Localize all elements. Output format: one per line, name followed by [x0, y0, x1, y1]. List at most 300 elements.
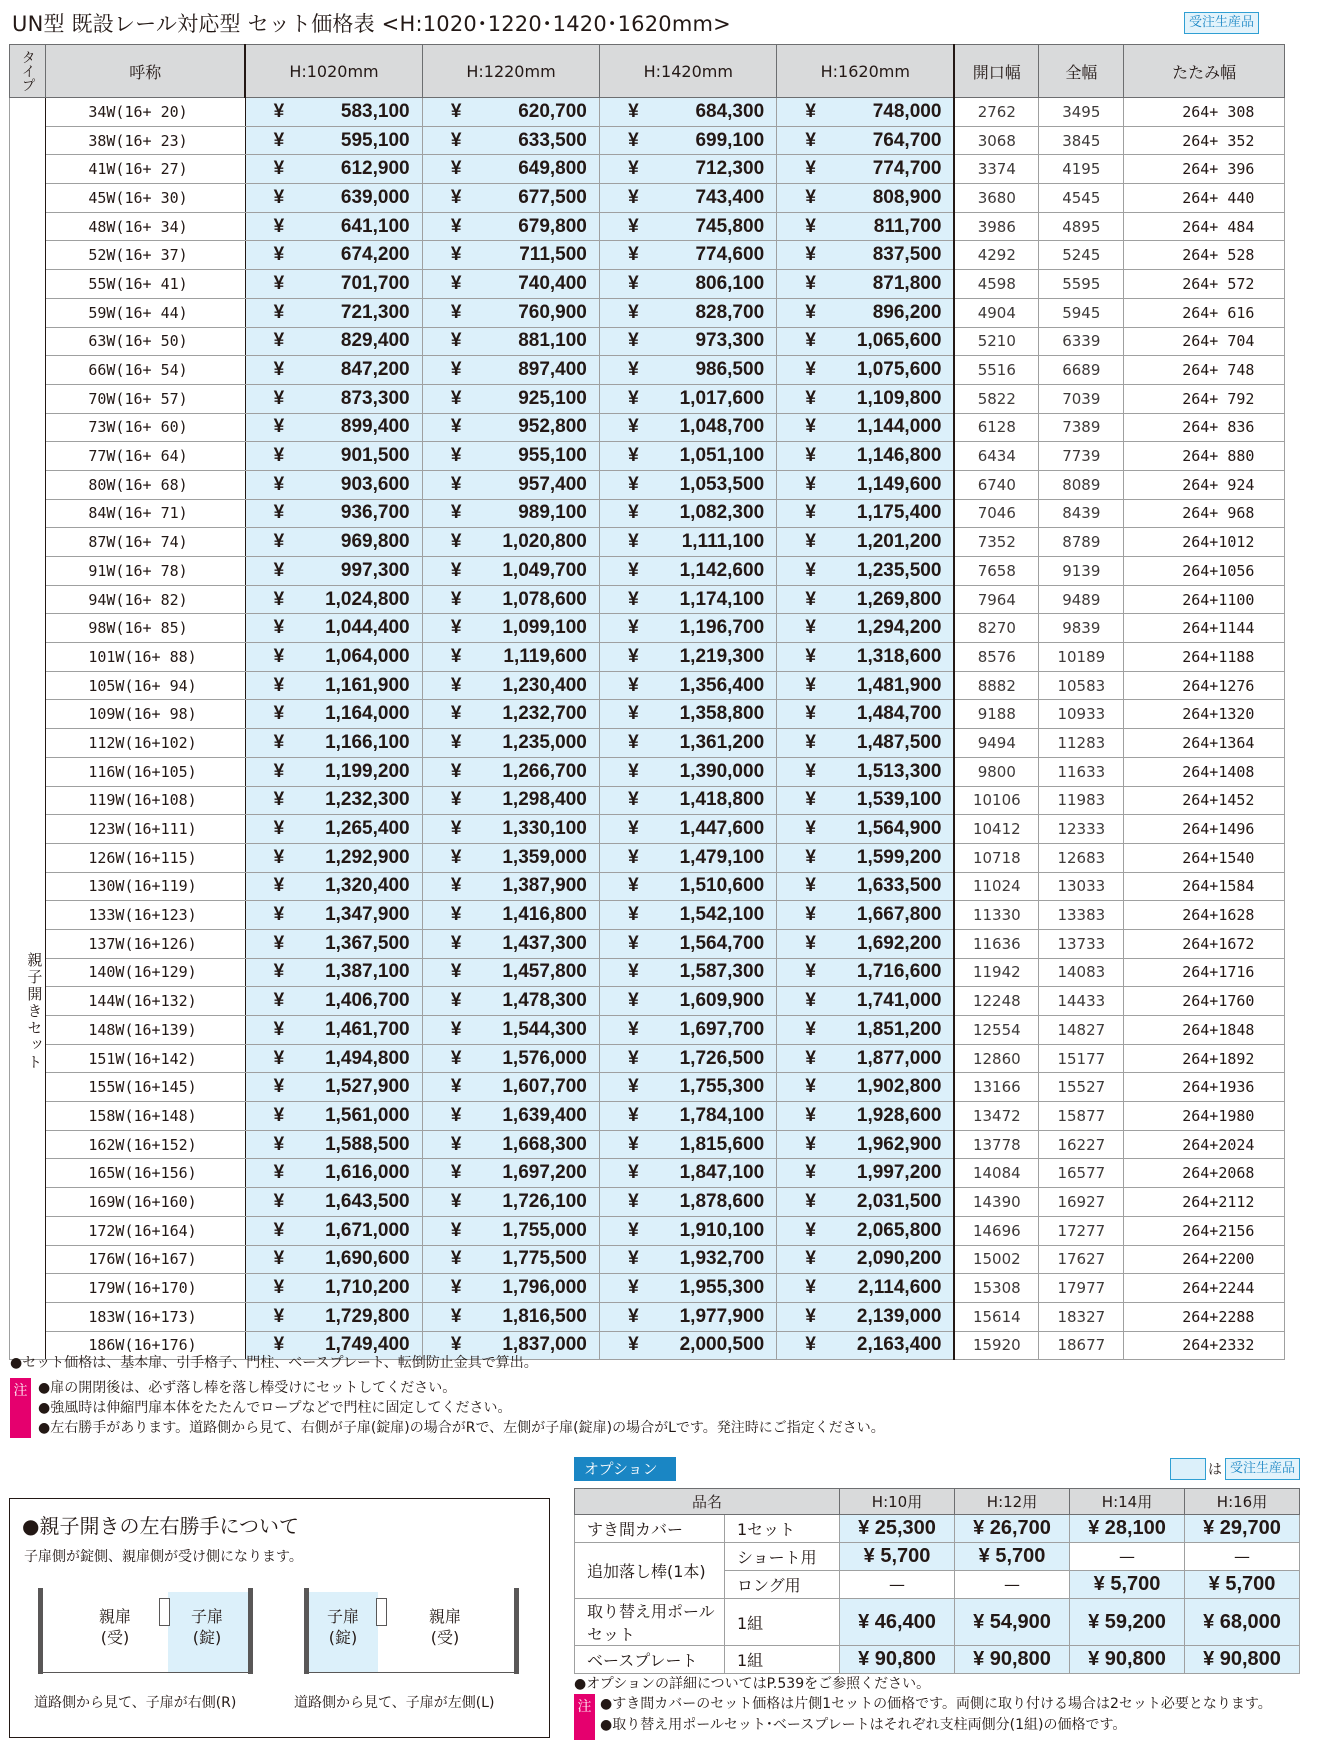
table-row [10, 1073, 1285, 1102]
option-name: ベースプレート [575, 1646, 725, 1674]
price-value: 1,201,200 [856, 531, 942, 553]
yen-sign: ¥ [805, 789, 816, 811]
price-cell [777, 1274, 954, 1303]
price-cell [422, 1159, 599, 1188]
folded-cell: 264+1980 [1124, 1102, 1285, 1131]
yen-sign: ¥ [805, 272, 816, 294]
yen-sign: ¥ [628, 674, 639, 696]
folded-cell: 264+2244 [1124, 1274, 1285, 1303]
option-unit: 1セット [725, 1515, 840, 1543]
total-cell: 12683 [1039, 843, 1124, 872]
option-price: ¥ 90,800 [955, 1646, 1070, 1674]
price-value: 612,900 [340, 158, 410, 180]
yen-sign: ¥ [450, 904, 462, 926]
price-value: 952,800 [518, 416, 587, 438]
price-cell [777, 557, 954, 586]
price-cell [422, 184, 599, 213]
yen-sign: ¥ [450, 502, 462, 524]
price-cell [777, 729, 954, 758]
parent-leaf-label-right: 親扉 (受) [98, 1607, 131, 1647]
yen-sign: ¥ [450, 1162, 462, 1184]
price-cell [777, 184, 954, 213]
price-value: 1,847,100 [679, 1162, 765, 1184]
yen-sign: ¥ [450, 129, 462, 151]
price-cell [600, 1102, 777, 1131]
option-name: 追加落し棒(1本) [575, 1543, 725, 1599]
price-value: 1,587,300 [679, 961, 765, 983]
price-cell [777, 442, 954, 471]
price-value: 2,139,000 [856, 1305, 942, 1327]
yen-sign: ¥ [628, 445, 639, 467]
price-cell [245, 270, 422, 299]
row-name: 155W(16+145) [46, 1073, 245, 1102]
price-value: 1,749,400 [325, 1334, 410, 1356]
opening-cell: 11330 [954, 901, 1039, 930]
price-cell [422, 356, 599, 385]
price-cell [600, 298, 777, 327]
price-value: 1,932,700 [679, 1248, 765, 1270]
price-value: 1,910,100 [679, 1219, 765, 1241]
price-value: 1,633,500 [856, 875, 942, 897]
total-cell: 16927 [1039, 1188, 1124, 1217]
price-cell [600, 987, 777, 1016]
price-cell [777, 1044, 954, 1073]
opening-cell: 6740 [954, 470, 1039, 499]
yen-sign: ¥ [805, 158, 816, 180]
price-value: 1,075,600 [856, 359, 942, 381]
price-value: 1,668,300 [502, 1133, 587, 1155]
price-value: 1,564,900 [856, 818, 942, 840]
price-value: 903,600 [340, 473, 410, 495]
price-value: 1,266,700 [502, 760, 587, 782]
option-price: — [840, 1571, 955, 1599]
price-cell [600, 1331, 777, 1360]
yen-sign: ¥ [628, 703, 639, 725]
yen-sign: ¥ [450, 789, 462, 811]
table-row [10, 1130, 1285, 1159]
table-row [10, 1188, 1285, 1217]
price-cell [777, 1302, 954, 1331]
opt-col-h10: H:10用 [840, 1489, 955, 1515]
folded-cell: 264+ 572 [1124, 270, 1285, 299]
handedness-subtitle: 子扉側が錠側、親扉側が受け側になります。 [24, 1549, 303, 1565]
yen-sign: ¥ [273, 818, 285, 840]
price-cell [600, 901, 777, 930]
folded-cell: 264+1628 [1124, 901, 1285, 930]
price-cell [777, 786, 954, 815]
total-cell: 7739 [1039, 442, 1124, 471]
price-cell [245, 1102, 422, 1131]
yen-sign: ¥ [628, 731, 639, 753]
yen-sign: ¥ [628, 818, 639, 840]
options-heading: オプション [574, 1457, 676, 1481]
total-cell: 15877 [1039, 1102, 1124, 1131]
price-cell [422, 155, 599, 184]
opening-cell: 3068 [954, 126, 1039, 155]
price-cell [422, 958, 599, 987]
price-cell [600, 700, 777, 729]
price-cell [245, 327, 422, 356]
price-cell [600, 643, 777, 672]
folded-cell: 264+1936 [1124, 1073, 1285, 1102]
price-cell [422, 843, 599, 872]
price-cell [422, 442, 599, 471]
yen-sign: ¥ [450, 1305, 462, 1327]
price-value: 674,200 [340, 244, 410, 266]
opening-cell: 5516 [954, 356, 1039, 385]
row-name: 165W(16+156) [46, 1159, 245, 1188]
yen-sign: ¥ [273, 990, 285, 1012]
yen-sign: ¥ [450, 617, 462, 639]
row-name: 162W(16+152) [46, 1130, 245, 1159]
yen-sign: ¥ [805, 387, 816, 409]
row-name: 34W(16+ 20) [46, 98, 245, 127]
yen-sign: ¥ [450, 559, 462, 581]
yen-sign: ¥ [273, 473, 285, 495]
row-name: 176W(16+167) [46, 1245, 245, 1274]
price-value: 901,500 [340, 445, 410, 467]
price-value: 1,977,900 [679, 1305, 765, 1327]
folded-cell: 264+ 440 [1124, 184, 1285, 213]
total-cell: 15527 [1039, 1073, 1124, 1102]
yen-sign: ¥ [450, 1219, 462, 1241]
yen-sign: ¥ [805, 215, 816, 237]
price-value: 1,049,700 [502, 559, 587, 581]
price-value: 745,800 [695, 215, 765, 237]
price-value: 1,199,200 [325, 760, 410, 782]
price-value: 973,300 [695, 330, 765, 352]
option-price: — [1185, 1543, 1300, 1571]
option-price: ¥ 28,100 [1070, 1515, 1185, 1543]
yen-sign: ¥ [628, 588, 639, 610]
price-cell [422, 1102, 599, 1131]
price-cell [777, 671, 954, 700]
row-name: 87W(16+ 74) [46, 528, 245, 557]
folded-cell: 264+ 616 [1124, 298, 1285, 327]
price-value: 1,109,800 [856, 387, 942, 409]
price-cell [245, 413, 422, 442]
price-cell [600, 155, 777, 184]
yen-sign: ¥ [273, 1334, 285, 1356]
folded-cell: 264+2200 [1124, 1245, 1285, 1274]
yen-sign: ¥ [628, 416, 639, 438]
price-cell [600, 356, 777, 385]
yen-sign: ¥ [450, 531, 462, 553]
opening-cell: 2762 [954, 98, 1039, 127]
folded-cell: 264+1452 [1124, 786, 1285, 815]
price-value: 595,100 [340, 129, 410, 151]
price-value: 2,065,800 [856, 1219, 942, 1241]
row-name: 148W(16+139) [46, 1016, 245, 1045]
yen-sign: ¥ [273, 158, 285, 180]
price-cell [600, 929, 777, 958]
yen-sign: ¥ [805, 645, 816, 667]
price-value: 1,053,500 [679, 473, 765, 495]
yen-sign: ¥ [628, 1104, 639, 1126]
option-price: ¥ 54,900 [955, 1599, 1070, 1646]
price-value: 1,755,000 [502, 1219, 587, 1241]
price-cell [600, 98, 777, 127]
price-value: 808,900 [872, 186, 942, 208]
price-value: 1,232,700 [502, 703, 587, 725]
price-value: 679,800 [518, 215, 587, 237]
price-cell [600, 184, 777, 213]
price-value: 871,800 [872, 272, 942, 294]
table-row [10, 327, 1285, 356]
table-row [10, 1016, 1285, 1045]
price-value: 955,100 [518, 445, 587, 467]
price-value: 1,997,200 [856, 1162, 942, 1184]
yen-sign: ¥ [450, 760, 462, 782]
total-cell: 9489 [1039, 585, 1124, 614]
price-value: 1,082,300 [679, 502, 765, 524]
table-row [10, 929, 1285, 958]
row-name: 48W(16+ 34) [46, 212, 245, 241]
price-cell [422, 987, 599, 1016]
option-price: ¥ 5,700 [840, 1543, 955, 1571]
price-cell [777, 1130, 954, 1159]
yen-sign: ¥ [805, 961, 816, 983]
yen-sign: ¥ [805, 1047, 816, 1069]
row-name: 80W(16+ 68) [46, 470, 245, 499]
price-value: 989,100 [518, 502, 587, 524]
yen-sign: ¥ [273, 904, 285, 926]
yen-sign: ¥ [273, 1190, 285, 1212]
price-cell [245, 212, 422, 241]
yen-sign: ¥ [273, 531, 285, 553]
yen-sign: ¥ [273, 1104, 285, 1126]
yen-sign: ¥ [273, 846, 285, 868]
price-cell [245, 585, 422, 614]
row-name: 101W(16+ 88) [46, 643, 245, 672]
price-value: 1,457,800 [502, 961, 587, 983]
price-cell [777, 901, 954, 930]
price-cell [600, 1302, 777, 1331]
yen-sign: ¥ [628, 129, 639, 151]
price-value: 1,755,300 [679, 1076, 765, 1098]
post-right-2 [514, 1588, 519, 1674]
yen-sign: ¥ [805, 875, 816, 897]
option-price: ¥ 59,200 [1070, 1599, 1185, 1646]
yen-sign: ¥ [628, 1133, 639, 1155]
price-cell [600, 1274, 777, 1303]
price-cell [422, 614, 599, 643]
price-cell [245, 155, 422, 184]
price-cell [422, 499, 599, 528]
child-leaf-label-right: 子扉 (錠) [190, 1607, 223, 1647]
folded-cell: 264+1320 [1124, 700, 1285, 729]
yen-sign: ¥ [805, 445, 816, 467]
price-cell [422, 327, 599, 356]
row-name: 45W(16+ 30) [46, 184, 245, 213]
price-value: 2,090,200 [856, 1248, 942, 1270]
row-name: 59W(16+ 44) [46, 298, 245, 327]
opening-cell: 4904 [954, 298, 1039, 327]
price-value: 1,710,200 [325, 1277, 410, 1299]
yen-sign: ¥ [450, 1018, 462, 1040]
yen-sign: ¥ [273, 760, 285, 782]
price-cell [422, 298, 599, 327]
yen-sign: ¥ [450, 674, 462, 696]
table-row [10, 729, 1285, 758]
table-row [10, 298, 1285, 327]
price-cell [777, 470, 954, 499]
price-value: 1,232,300 [325, 789, 410, 811]
price-cell [245, 241, 422, 270]
price-value: 936,700 [340, 502, 410, 524]
yen-sign: ¥ [628, 272, 639, 294]
yen-sign: ¥ [273, 1162, 285, 1184]
caution-1: ●扉の開閉後は、必ず落し棒を落し棒受けにセットしてください。 [38, 1380, 457, 1396]
yen-sign: ¥ [805, 100, 816, 122]
price-value: 1,741,000 [856, 990, 942, 1012]
price-value: 1,219,300 [679, 645, 765, 667]
price-cell [422, 528, 599, 557]
price-cell [777, 356, 954, 385]
folded-cell: 264+1760 [1124, 987, 1285, 1016]
price-cell [600, 958, 777, 987]
option-unit: 1組 [725, 1599, 840, 1646]
table-row [10, 1102, 1285, 1131]
price-value: 1,928,600 [856, 1104, 942, 1126]
price-value: 1,099,100 [502, 617, 587, 639]
table-row [10, 585, 1285, 614]
price-value: 1,175,400 [856, 502, 942, 524]
total-cell: 16227 [1039, 1130, 1124, 1159]
folded-cell: 264+ 704 [1124, 327, 1285, 356]
price-cell [777, 614, 954, 643]
table-row [10, 872, 1285, 901]
yen-sign: ¥ [450, 1190, 462, 1212]
yen-sign: ¥ [805, 846, 816, 868]
yen-sign: ¥ [628, 473, 639, 495]
option-price: ¥ 90,800 [1070, 1646, 1185, 1674]
table-row [10, 757, 1285, 786]
row-name: 130W(16+119) [46, 872, 245, 901]
folded-cell: 264+ 792 [1124, 384, 1285, 413]
yen-sign: ¥ [450, 1133, 462, 1155]
yen-sign: ¥ [450, 387, 462, 409]
price-value: 1,544,300 [502, 1018, 587, 1040]
table-row [10, 241, 1285, 270]
total-cell: 11283 [1039, 729, 1124, 758]
opening-cell: 11636 [954, 929, 1039, 958]
price-cell [245, 1159, 422, 1188]
opening-cell: 10412 [954, 815, 1039, 844]
table-row [10, 1159, 1285, 1188]
row-name: 77W(16+ 64) [46, 442, 245, 471]
price-cell [600, 241, 777, 270]
price-cell [777, 1159, 954, 1188]
yen-sign: ¥ [450, 359, 462, 381]
opening-cell: 15614 [954, 1302, 1039, 1331]
price-cell [777, 241, 954, 270]
price-cell [777, 1216, 954, 1245]
col-type: タイプ [10, 45, 46, 98]
options-table [574, 1488, 1300, 1674]
opening-cell: 9800 [954, 757, 1039, 786]
total-cell: 13733 [1039, 929, 1124, 958]
row-name: 126W(16+115) [46, 843, 245, 872]
price-cell [777, 1245, 954, 1274]
table-row [10, 1245, 1285, 1274]
table-row [10, 1274, 1285, 1303]
price-cell [600, 1216, 777, 1245]
total-cell: 17277 [1039, 1216, 1124, 1245]
total-cell: 10189 [1039, 643, 1124, 672]
yen-sign: ¥ [628, 1076, 639, 1098]
price-cell [600, 470, 777, 499]
price-cell [777, 700, 954, 729]
folded-cell: 264+ 968 [1124, 499, 1285, 528]
price-cell [600, 614, 777, 643]
price-value: 1,292,900 [325, 846, 410, 868]
price-value: 677,500 [518, 186, 587, 208]
row-name: 169W(16+160) [46, 1188, 245, 1217]
yen-sign: ¥ [805, 244, 816, 266]
opening-cell: 7964 [954, 585, 1039, 614]
price-cell [422, 98, 599, 127]
table-row [10, 1302, 1285, 1331]
price-value: 986,500 [695, 359, 765, 381]
price-cell [600, 499, 777, 528]
price-value: 1,418,800 [679, 789, 765, 811]
child-leaf-label-left: 子扉 (錠) [326, 1607, 359, 1647]
yen-sign: ¥ [450, 158, 462, 180]
opening-cell: 5822 [954, 384, 1039, 413]
opening-cell: 14696 [954, 1216, 1039, 1245]
set-price-note: ●セット価格は、基本扉、引手格子、門柱、ベースプレート、転倒防止金具で算出。 [10, 1355, 538, 1371]
price-cell [422, 270, 599, 299]
yen-sign: ¥ [450, 1248, 462, 1270]
row-name: 123W(16+111) [46, 815, 245, 844]
table-row [10, 958, 1285, 987]
option-price: ¥ 5,700 [1185, 1571, 1300, 1599]
price-value: 1,815,600 [679, 1133, 765, 1155]
price-value: 1,051,100 [679, 445, 765, 467]
total-cell: 5245 [1039, 241, 1124, 270]
price-value: 1,174,100 [679, 588, 765, 610]
price-cell [245, 184, 422, 213]
table-row [10, 356, 1285, 385]
total-cell: 5945 [1039, 298, 1124, 327]
price-value: 1,692,200 [856, 932, 942, 954]
option-price: ¥ 25,300 [840, 1515, 955, 1543]
col-h1020: H:1020mm [245, 45, 422, 98]
price-value: 743,400 [695, 186, 765, 208]
yen-sign: ¥ [273, 617, 285, 639]
total-cell: 11983 [1039, 786, 1124, 815]
yen-sign: ¥ [805, 904, 816, 926]
price-cell [600, 585, 777, 614]
total-cell: 17977 [1039, 1274, 1124, 1303]
price-cell [600, 1016, 777, 1045]
yen-sign: ¥ [450, 244, 462, 266]
price-cell [422, 1016, 599, 1045]
price-value: 1,599,200 [856, 846, 942, 868]
option-price: ¥ 68,000 [1185, 1599, 1300, 1646]
opening-cell: 10106 [954, 786, 1039, 815]
folded-cell: 264+1364 [1124, 729, 1285, 758]
price-cell [422, 1302, 599, 1331]
price-cell [600, 126, 777, 155]
price-cell [777, 1102, 954, 1131]
table-row [10, 212, 1285, 241]
price-cell [422, 700, 599, 729]
row-name: 151W(16+142) [46, 1044, 245, 1073]
total-cell: 14433 [1039, 987, 1124, 1016]
row-name: 172W(16+164) [46, 1216, 245, 1245]
